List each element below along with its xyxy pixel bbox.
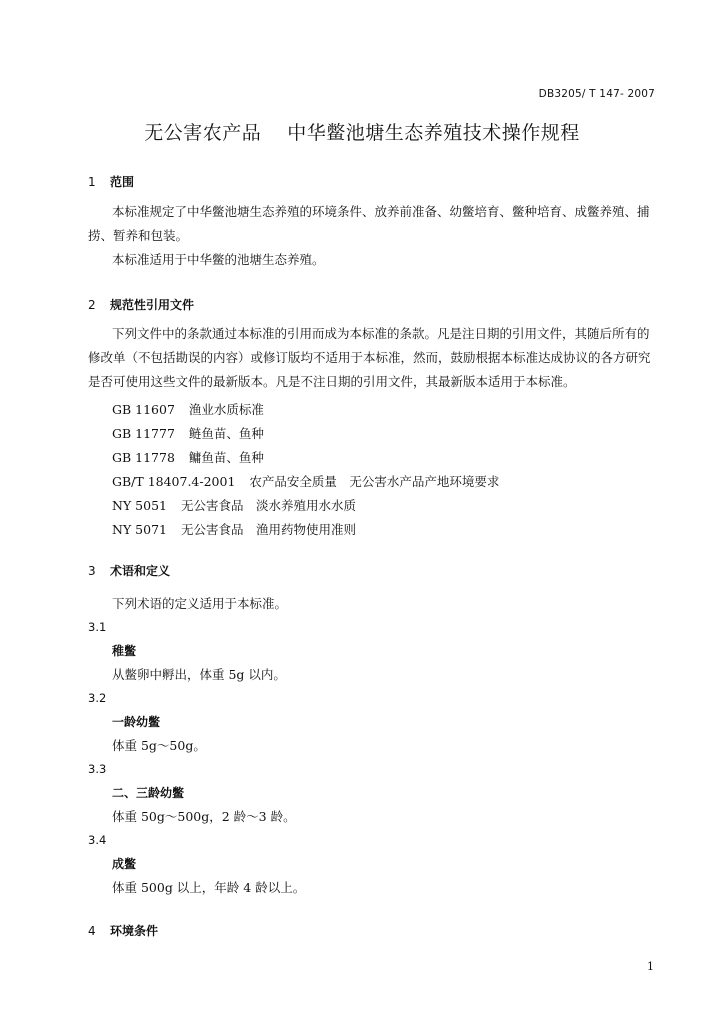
reference-item	[112, 496, 356, 514]
section-4-heading	[88, 922, 158, 939]
term-name: 二、三龄幼鳖	[112, 786, 185, 800]
term-definition: 体重 50g～500g，2 龄～3 龄。	[112, 809, 296, 824]
reference-code: GB 11777	[112, 426, 175, 441]
text-line: 本标准规定了中华鳖池塘生态养殖的环境条件、放养前准备、幼鳖培育、鳖种培育、成鳖养殖、捕	[112, 204, 650, 219]
text-line: 本标准适用于中华鳖的池塘生态养殖。	[112, 252, 325, 267]
term-number: 3.3	[88, 762, 107, 776]
reference-code: GB/T 18407.4-2001	[112, 474, 236, 489]
text-line: 修改单（不包括勘误的内容）或修订版均不适用于本标准，然而，鼓励根据本标准达成协议的各方研究	[88, 350, 651, 365]
section-3-intro: 下列术语的定义适用于本标准。	[112, 596, 288, 611]
section-title: 环境条件	[110, 924, 159, 938]
term-name: 一龄幼鳖	[112, 715, 161, 729]
term-definition: 体重 500g 以上，年龄 4 龄以上。	[112, 880, 306, 895]
reference-title: 无公害食品 渔用药物使用准则	[180, 522, 356, 537]
section-number: 3	[88, 564, 96, 578]
reference-code: NY 5051	[112, 498, 167, 513]
reference-title: 农产品安全质量 无公害水产品产地环境要求	[249, 474, 500, 489]
section-1-paragraph-1	[88, 200, 658, 248]
section-title: 术语和定义	[110, 564, 171, 578]
reference-code: GB 11778	[112, 450, 175, 465]
reference-item	[112, 448, 264, 466]
section-2-heading	[88, 296, 194, 313]
section-number: 2	[88, 298, 96, 312]
term-name: 稚鳖	[112, 644, 137, 658]
term-number: 3.4	[88, 833, 107, 847]
text-line: 是否可使用这些文件的最新版本。凡是不注日期的引用文件，其最新版本适用于本标准。	[88, 374, 576, 389]
standard-code: DB3205/ T 147- 2007	[538, 88, 655, 100]
reference-title: 鲢鱼苗、鱼种	[188, 426, 264, 441]
section-title: 规范性引用文件	[110, 298, 195, 312]
section-1-paragraph-2	[88, 248, 658, 272]
section-1-heading	[88, 173, 134, 190]
page-number: 1	[647, 960, 654, 973]
reference-code: NY 5071	[112, 522, 167, 537]
term-number: 3.1	[88, 620, 107, 634]
term-number: 3.2	[88, 691, 107, 705]
text-line: 下列文件中的条款通过本标准的引用而成为本标准的条款。凡是注日期的引用文件，其随后所有的	[112, 326, 650, 341]
reference-item	[112, 520, 356, 538]
term-definition: 体重 5g～50g。	[112, 738, 206, 753]
reference-title: 无公害食品 淡水养殖用水水质	[180, 498, 356, 513]
term-name: 成鳖	[112, 857, 137, 871]
term-definition: 从鳖卵中孵出，体重 5g 以内。	[112, 667, 286, 682]
reference-code: GB 11607	[112, 402, 175, 417]
reference-item	[112, 424, 264, 442]
title-part1: 无公害农产品	[144, 122, 262, 144]
section-3-heading	[88, 562, 170, 579]
text-line: 捞、暂养和包装。	[88, 228, 189, 243]
reference-title: 渔业水质标准	[188, 402, 264, 417]
reference-title: 鳙鱼苗、鱼种	[188, 450, 264, 465]
title-part2: 中华鳖池塘生态养殖技术操作规程	[287, 122, 580, 144]
reference-item	[112, 400, 264, 418]
document-title	[0, 118, 724, 145]
reference-item	[112, 472, 499, 490]
section-title: 范围	[110, 175, 135, 189]
section-number: 4	[88, 924, 96, 938]
section-2-paragraph	[88, 322, 658, 394]
section-number: 1	[88, 175, 96, 189]
